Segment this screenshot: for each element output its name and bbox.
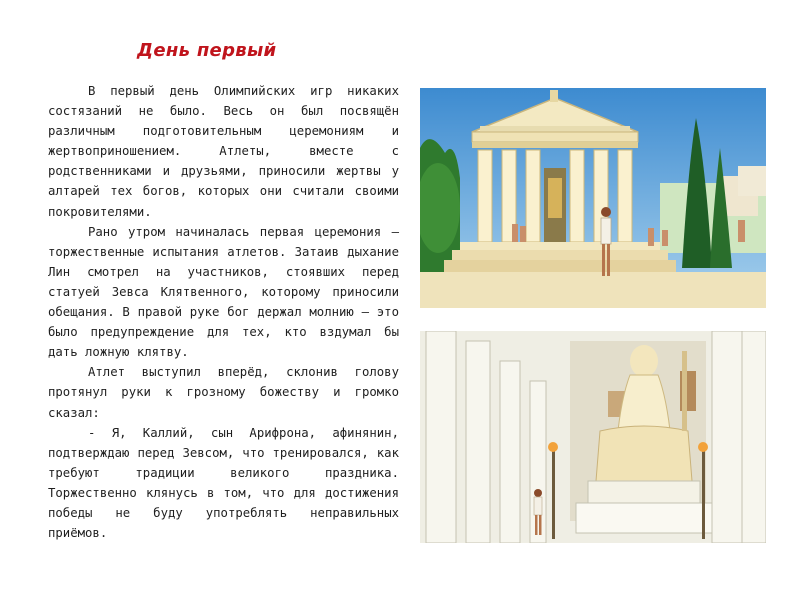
zeus-statue-illustration <box>420 331 766 543</box>
story-text <box>48 81 399 543</box>
paragraph: В первый день Олимпийских игр никаких состязаний не было. Весь он был посвящён различным подготовительным церемониям и жертвоприношением. Атлеты, вместе с родственниками и друзьями, приносили жертвы у алтарей тех богов, которых они считали своими покровителями. <box>48 84 399 219</box>
page-title: День первый <box>137 40 277 61</box>
paragraph: Рано утром начиналась первая церемония – торжественные испытания атлетов. Затаив дыхание Лин смотрел на участников, стоявших перед статуей Зевса Клятвенного, которому приносили обещания. В правой руке бог держал молнию – это было предупреждение для тех, кто вздумал бы дать ложную клятву. <box>48 224 399 360</box>
temple-illustration <box>420 88 766 308</box>
paragraph: - Я, Каллий, сын Арифрона, афинянин, подтверждаю перед Зевсом, что тренировался, как требуют традиции великого праздника. Торжественно клянусь в том, что для достижения победы не буду употреблять неправильных приёмов. <box>48 425 399 541</box>
paragraph: Атлет выступил вперёд, склонив голову протянул руки к грозному божеству и громко сказал: <box>48 365 399 420</box>
